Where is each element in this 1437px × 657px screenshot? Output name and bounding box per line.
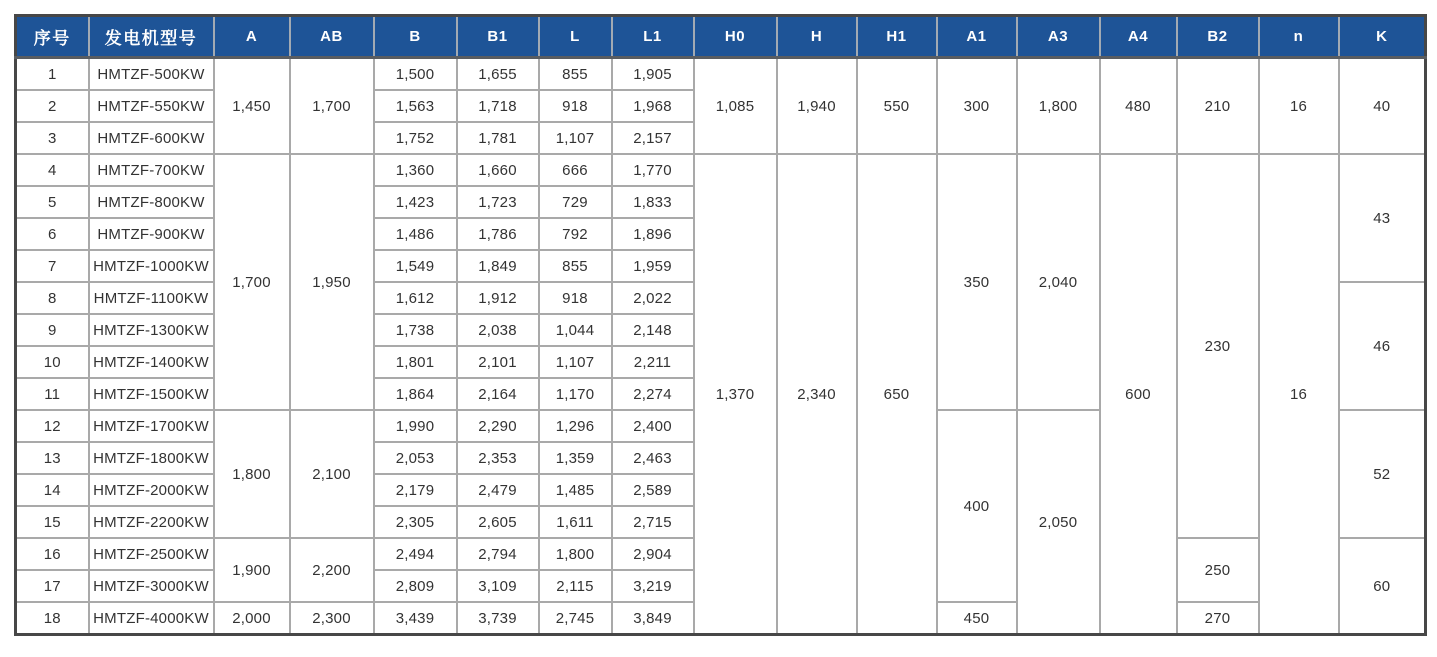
cell-h0: 1,370 xyxy=(694,154,777,635)
cell-l1: 2,904 xyxy=(612,538,694,570)
cell-b1: 2,479 xyxy=(457,474,539,506)
cell-index: 12 xyxy=(16,410,89,442)
cell-a1: 300 xyxy=(937,58,1017,155)
cell-b: 1,990 xyxy=(374,410,457,442)
cell-index: 11 xyxy=(16,378,89,410)
cell-b1: 1,723 xyxy=(457,186,539,218)
cell-l: 792 xyxy=(539,218,612,250)
col-header-b: B xyxy=(374,16,457,58)
col-header-a1: A1 xyxy=(937,16,1017,58)
cell-b: 1,549 xyxy=(374,250,457,282)
cell-l1: 3,219 xyxy=(612,570,694,602)
cell-a: 1,900 xyxy=(214,538,290,602)
cell-k: 60 xyxy=(1339,538,1426,635)
cell-l: 1,800 xyxy=(539,538,612,570)
cell-b: 1,486 xyxy=(374,218,457,250)
cell-l: 666 xyxy=(539,154,612,186)
cell-h: 2,340 xyxy=(777,154,857,635)
cell-b1: 1,849 xyxy=(457,250,539,282)
cell-b: 2,809 xyxy=(374,570,457,602)
cell-l: 1,107 xyxy=(539,346,612,378)
col-header-a3: A3 xyxy=(1017,16,1100,58)
cell-b: 2,305 xyxy=(374,506,457,538)
cell-index: 8 xyxy=(16,282,89,314)
col-header-b1: B1 xyxy=(457,16,539,58)
cell-b: 1,864 xyxy=(374,378,457,410)
cell-index: 9 xyxy=(16,314,89,346)
col-header-h: H xyxy=(777,16,857,58)
cell-index: 5 xyxy=(16,186,89,218)
cell-index: 17 xyxy=(16,570,89,602)
cell-model: HMTZF-3000KW xyxy=(89,570,214,602)
cell-k: 46 xyxy=(1339,282,1426,410)
cell-a: 1,450 xyxy=(214,58,290,155)
cell-b2: 210 xyxy=(1177,58,1259,155)
cell-l: 918 xyxy=(539,90,612,122)
cell-a1: 450 xyxy=(937,602,1017,635)
cell-l: 918 xyxy=(539,282,612,314)
cell-ab: 2,200 xyxy=(290,538,374,602)
cell-b1: 2,794 xyxy=(457,538,539,570)
cell-b1: 2,038 xyxy=(457,314,539,346)
col-header-l: L xyxy=(539,16,612,58)
cell-b1: 3,109 xyxy=(457,570,539,602)
cell-ab: 2,100 xyxy=(290,410,374,538)
cell-l1: 2,211 xyxy=(612,346,694,378)
col-header-k: K xyxy=(1339,16,1426,58)
cell-index: 10 xyxy=(16,346,89,378)
cell-index: 18 xyxy=(16,602,89,635)
cell-index: 4 xyxy=(16,154,89,186)
cell-b: 1,360 xyxy=(374,154,457,186)
col-header-n: n xyxy=(1259,16,1339,58)
cell-l: 2,745 xyxy=(539,602,612,635)
cell-index: 2 xyxy=(16,90,89,122)
cell-model: HMTZF-4000KW xyxy=(89,602,214,635)
cell-b1: 2,605 xyxy=(457,506,539,538)
cell-a: 1,700 xyxy=(214,154,290,410)
cell-l: 1,170 xyxy=(539,378,612,410)
table-row xyxy=(16,58,1426,91)
cell-model: HMTZF-1800KW xyxy=(89,442,214,474)
cell-l1: 2,589 xyxy=(612,474,694,506)
cell-k: 52 xyxy=(1339,410,1426,538)
generator-spec-table xyxy=(14,14,1427,636)
cell-index: 1 xyxy=(16,58,89,91)
cell-a4: 600 xyxy=(1100,154,1177,635)
cell-l1: 1,968 xyxy=(612,90,694,122)
cell-index: 7 xyxy=(16,250,89,282)
col-header-l1: L1 xyxy=(612,16,694,58)
col-header-index: 序号 xyxy=(16,16,89,58)
cell-model: HMTZF-2000KW xyxy=(89,474,214,506)
cell-b: 2,494 xyxy=(374,538,457,570)
generator-spec-table-wrap xyxy=(14,14,1427,636)
cell-ab: 1,950 xyxy=(290,154,374,410)
cell-l1: 1,833 xyxy=(612,186,694,218)
cell-model: HMTZF-700KW xyxy=(89,154,214,186)
cell-l1: 1,896 xyxy=(612,218,694,250)
cell-model: HMTZF-2200KW xyxy=(89,506,214,538)
col-header-a: A xyxy=(214,16,290,58)
cell-model: HMTZF-1400KW xyxy=(89,346,214,378)
cell-model: HMTZF-1700KW xyxy=(89,410,214,442)
cell-l1: 2,463 xyxy=(612,442,694,474)
cell-h1: 550 xyxy=(857,58,937,155)
cell-b2: 270 xyxy=(1177,602,1259,635)
cell-b1: 2,101 xyxy=(457,346,539,378)
cell-l1: 2,157 xyxy=(612,122,694,154)
cell-b1: 1,912 xyxy=(457,282,539,314)
cell-n: 16 xyxy=(1259,154,1339,635)
cell-l: 1,485 xyxy=(539,474,612,506)
cell-a: 2,000 xyxy=(214,602,290,635)
col-header-h1: H1 xyxy=(857,16,937,58)
cell-b1: 1,655 xyxy=(457,58,539,91)
cell-b: 1,423 xyxy=(374,186,457,218)
cell-l: 1,107 xyxy=(539,122,612,154)
cell-model: HMTZF-1000KW xyxy=(89,250,214,282)
cell-a4: 480 xyxy=(1100,58,1177,155)
cell-index: 3 xyxy=(16,122,89,154)
cell-b: 1,801 xyxy=(374,346,457,378)
cell-h1: 650 xyxy=(857,154,937,635)
cell-l1: 1,770 xyxy=(612,154,694,186)
cell-b: 1,500 xyxy=(374,58,457,91)
cell-k: 43 xyxy=(1339,154,1426,282)
cell-b: 1,612 xyxy=(374,282,457,314)
table-row xyxy=(16,154,1426,186)
cell-ab: 2,300 xyxy=(290,602,374,635)
cell-l1: 2,400 xyxy=(612,410,694,442)
cell-ab: 1,700 xyxy=(290,58,374,155)
cell-l: 855 xyxy=(539,58,612,91)
cell-b: 2,179 xyxy=(374,474,457,506)
col-header-model: 发电机型号 xyxy=(89,16,214,58)
cell-b2: 250 xyxy=(1177,538,1259,602)
cell-h0: 1,085 xyxy=(694,58,777,155)
cell-model: HMTZF-500KW xyxy=(89,58,214,91)
cell-l: 855 xyxy=(539,250,612,282)
col-header-a4: A4 xyxy=(1100,16,1177,58)
cell-a3: 2,040 xyxy=(1017,154,1100,410)
cell-model: HMTZF-1300KW xyxy=(89,314,214,346)
cell-b: 1,563 xyxy=(374,90,457,122)
cell-b1: 2,164 xyxy=(457,378,539,410)
cell-b1: 1,718 xyxy=(457,90,539,122)
cell-index: 15 xyxy=(16,506,89,538)
cell-model: HMTZF-600KW xyxy=(89,122,214,154)
cell-b1: 1,660 xyxy=(457,154,539,186)
cell-b: 2,053 xyxy=(374,442,457,474)
cell-b2: 230 xyxy=(1177,154,1259,538)
cell-l: 1,044 xyxy=(539,314,612,346)
cell-n: 16 xyxy=(1259,58,1339,155)
cell-l: 1,296 xyxy=(539,410,612,442)
cell-model: HMTZF-1500KW xyxy=(89,378,214,410)
header-row xyxy=(16,16,1426,58)
cell-b1: 2,353 xyxy=(457,442,539,474)
cell-l1: 1,905 xyxy=(612,58,694,91)
cell-b1: 1,786 xyxy=(457,218,539,250)
cell-a3: 1,800 xyxy=(1017,58,1100,155)
col-header-ab: AB xyxy=(290,16,374,58)
cell-model: HMTZF-800KW xyxy=(89,186,214,218)
cell-b: 1,738 xyxy=(374,314,457,346)
cell-b: 3,439 xyxy=(374,602,457,635)
cell-l: 729 xyxy=(539,186,612,218)
cell-index: 6 xyxy=(16,218,89,250)
col-header-h0: H0 xyxy=(694,16,777,58)
cell-l1: 2,148 xyxy=(612,314,694,346)
cell-l: 1,359 xyxy=(539,442,612,474)
cell-model: HMTZF-1100KW xyxy=(89,282,214,314)
cell-l1: 2,274 xyxy=(612,378,694,410)
cell-model: HMTZF-900KW xyxy=(89,218,214,250)
cell-l: 1,611 xyxy=(539,506,612,538)
cell-l: 2,115 xyxy=(539,570,612,602)
cell-l1: 2,715 xyxy=(612,506,694,538)
cell-model: HMTZF-2500KW xyxy=(89,538,214,570)
cell-a1: 350 xyxy=(937,154,1017,410)
cell-b1: 2,290 xyxy=(457,410,539,442)
cell-l1: 2,022 xyxy=(612,282,694,314)
cell-a3: 2,050 xyxy=(1017,410,1100,635)
cell-a: 1,800 xyxy=(214,410,290,538)
cell-k: 40 xyxy=(1339,58,1426,155)
cell-h: 1,940 xyxy=(777,58,857,155)
cell-index: 16 xyxy=(16,538,89,570)
cell-b1: 3,739 xyxy=(457,602,539,635)
cell-l1: 3,849 xyxy=(612,602,694,635)
cell-l1: 1,959 xyxy=(612,250,694,282)
cell-a1: 400 xyxy=(937,410,1017,602)
cell-b1: 1,781 xyxy=(457,122,539,154)
cell-index: 14 xyxy=(16,474,89,506)
col-header-b2: B2 xyxy=(1177,16,1259,58)
cell-b: 1,752 xyxy=(374,122,457,154)
cell-index: 13 xyxy=(16,442,89,474)
cell-model: HMTZF-550KW xyxy=(89,90,214,122)
